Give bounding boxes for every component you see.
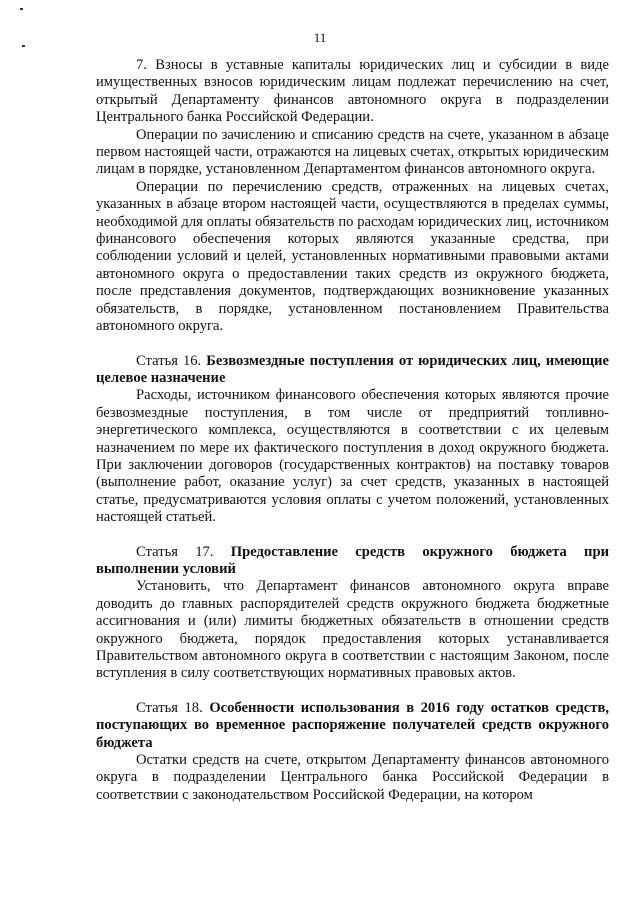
article-17-heading xyxy=(96,544,609,579)
page-number: 11 xyxy=(313,30,327,45)
scan-mark-top xyxy=(20,8,23,10)
article-18-title: Особенности использования в 2016 году остатков средств, поступающих во временное распоряжение получателей средств окружного бюджета xyxy=(96,699,609,751)
article-17-title: Предоставление средств окружного бюджета при выполнении условий xyxy=(96,543,609,577)
paragraph-2: Операции по зачислению и списанию средств на счете, указанном в абзаце первом настоящей части, отражаются на лицевых счетах, открытых юридическим лицам в порядке, установленном Департаментом финансов автономного округа. xyxy=(96,126,609,178)
article-16-heading xyxy=(96,353,609,388)
article-18-heading xyxy=(96,700,609,752)
paragraph-1: 7. Взносы в уставные капиталы юридических лиц и субсидии в виде имущественных взносов юридическим лицам подлежат перечислению на счет, открытый Департаменту финансов автономного округа в подразделении Центрального банка Российской Федерации. xyxy=(96,57,609,126)
article-16-body: Расходы, источником финансового обеспечения которых являются прочие безвозмездные поступления, в том числе от предприятий топливно-энергетического комплекса, осуществляются в соответствии с их целевым назначением по мере их фактического поступления в доход окружного бюджета. При заключении договоров (государственных контрактов) на поставку товаров (выполнение работ, оказание услуг) за счет средств, указанных в настоящей статье, предусматриваются условия оплаты с учетом положений, установленных настоящей статьей. xyxy=(96,387,609,526)
article-18-body: Остатки средств на счете, открытом Департаменту финансов автономного округа в подразделении Центрального банка Российской Федерации в соответствии с законодательством Российской Федерации, на котором xyxy=(96,752,609,803)
article-17-body: Установить, что Департамент финансов автономного округа вправе доводить до главных распорядителей средств окружного бюджета бюджетные ассигнования и (или) лимиты бюджетных обязательств в отношении средств окружного бюджета, порядок предоставления которых устанавливается Правительством автономного округа в соответствии с настоящим Законом, после вступления в силу соответствующих нормативных правовых актов. xyxy=(96,578,609,682)
article-18-label: Статья 18. xyxy=(136,699,203,716)
paragraph-3: Операции по перечислению средств, отраженных на лицевых счетах, указанных в абзаце втором настоящей части, осуществляются в пределах суммы, необходимой для оплаты обязательств по расходам юридических лиц, источником финансового обеспечения которых являются указанные средства, при соблюдении условий и целей, установленных нормативными правовыми актами автономного округа о предоставлении таких средств из окружного бюджета, после представления документов, подтверждающих возникновение указанных обязательств, в порядке, установленном постановлением Правительства автономного округа. xyxy=(96,178,609,335)
article-16-title: Безвозмездные поступления от юридических лиц, имеющие целевое назначение xyxy=(96,352,609,386)
article-16-label: Статья 16. xyxy=(136,352,202,369)
document-body xyxy=(96,57,609,804)
article-17-label: Статья 17. xyxy=(136,543,214,560)
